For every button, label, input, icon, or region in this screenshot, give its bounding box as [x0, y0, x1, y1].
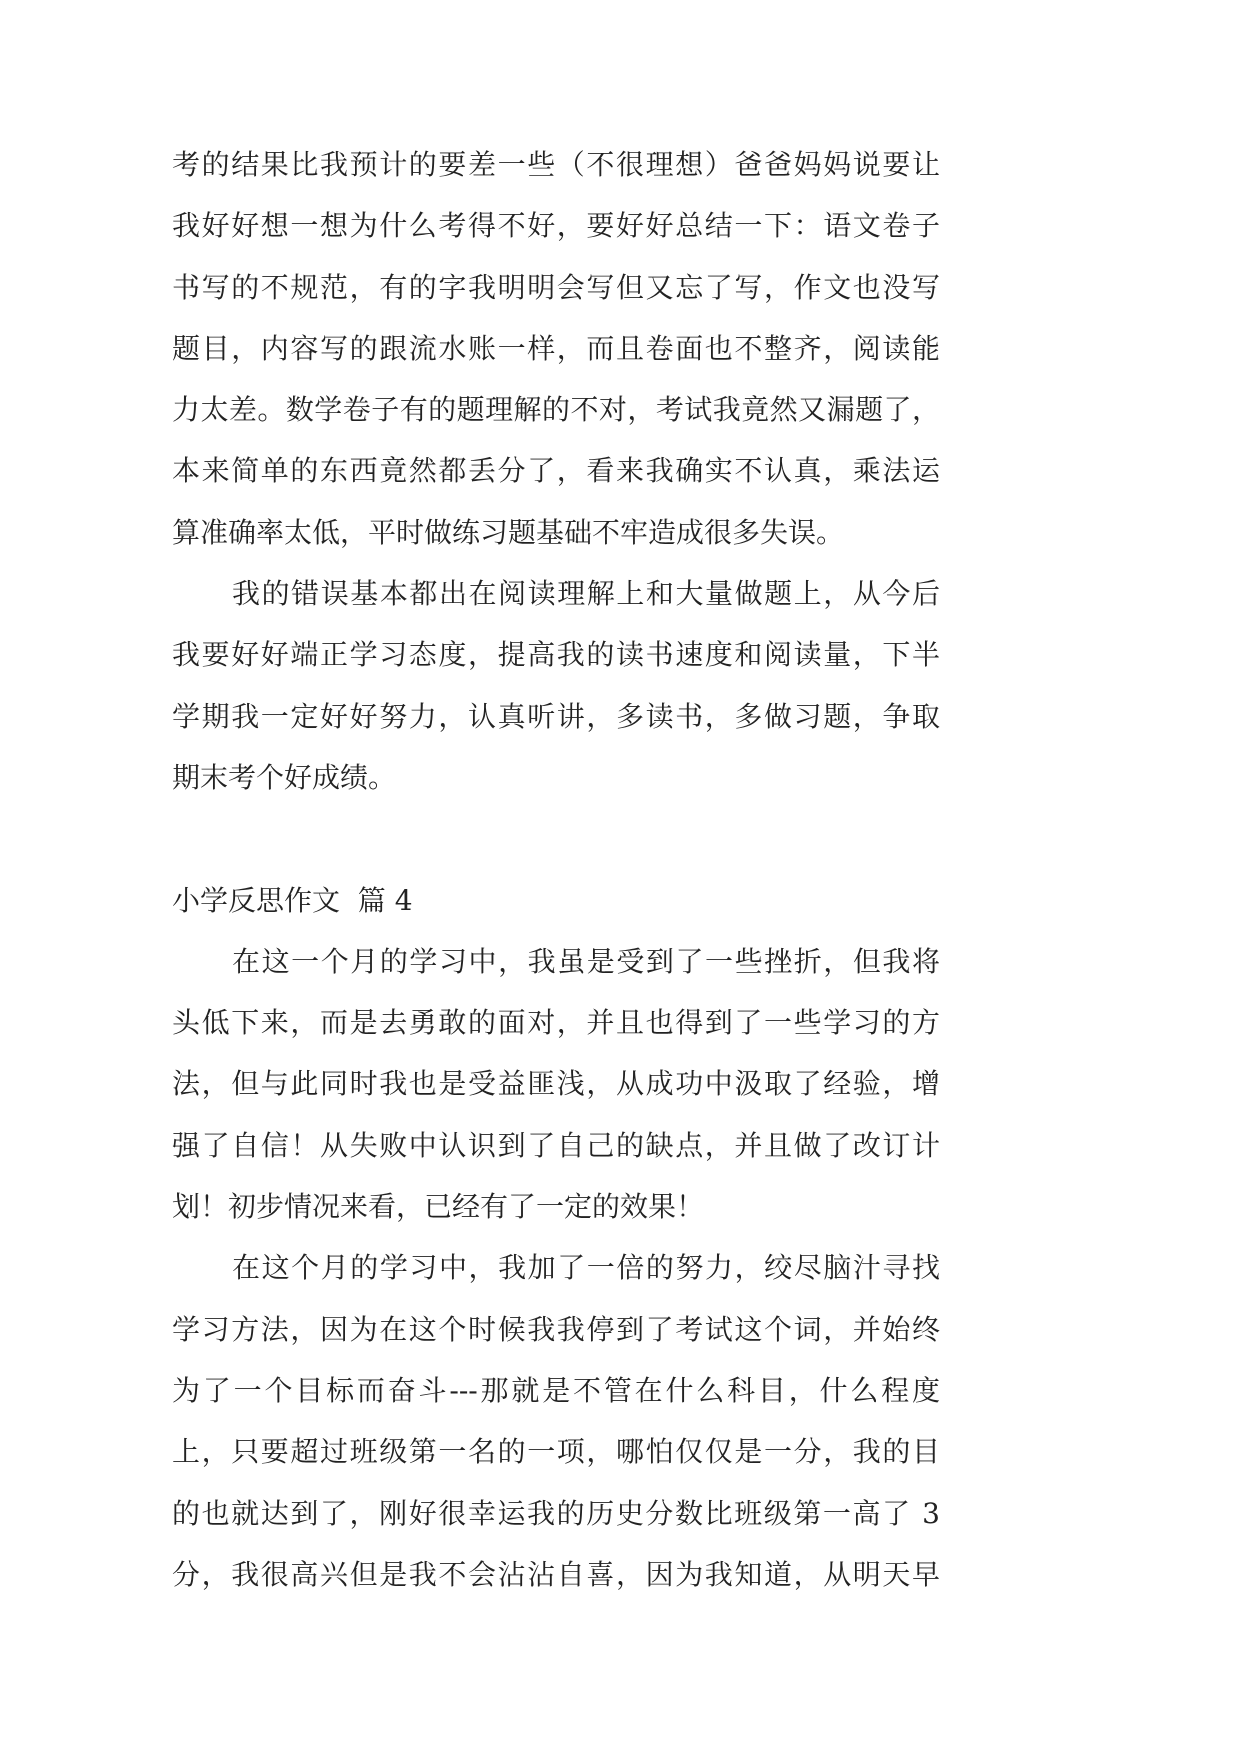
text-line: 我的错误基本都出在阅读理解上和大量做题上，从今后	[232, 577, 940, 611]
text-line: 在这个月的学习中，我加了一倍的努力，绞尽脑汁寻找	[232, 1251, 940, 1285]
text-line: 本来简单的东西竟然都丢分了，看来我确实不认真，乘法运	[172, 454, 940, 488]
text-line: 我要好好端正学习态度，提高我的读书速度和阅读量，下半	[172, 638, 940, 672]
text-line: 题目，内容写的跟流水账一样，而且卷面也不整齐，阅读能	[172, 331, 940, 365]
document-body	[172, 134, 940, 1605]
text-line: 强了自信！从失败中认识到了自己的缺点，并且做了改订计	[172, 1128, 940, 1162]
text-line: 力太差。数学卷子有的题理解的不对，考试我竟然又漏题了，	[172, 393, 940, 427]
section-heading: 小学反思作文 篇 4	[172, 883, 413, 917]
text-line: 学期我一定好好努力，认真听讲，多读书，多做习题，争取	[172, 699, 940, 733]
text-line: 为了一个目标而奋斗---那就是不管在什么科目，什么程度	[172, 1373, 940, 1407]
text-line: 学习方法，因为在这个时候我我停到了考试这个词，并始终	[172, 1312, 940, 1346]
text-line: 头低下来，而是去勇敢的面对，并且也得到了一些学习的方	[172, 1006, 940, 1040]
text-line: 考的结果比我预计的要差一些（不很理想）爸爸妈妈说要让	[172, 148, 940, 181]
text-line: 算准确率太低，平时做练习题基础不牢造成很多失误。	[172, 515, 845, 549]
text-line: 上，只要超过班级第一名的一项，哪怕仅仅是一分，我的目	[172, 1435, 940, 1469]
text-line: 我好好想一想为什么考得不好，要好好总结一下：语文卷子	[172, 209, 940, 243]
paragraph	[172, 1237, 940, 1605]
text-line: 书写的不规范，有的字我明明会写但又忘了写，作文也没写	[172, 270, 940, 304]
text-line: 分，我很高兴但是我不会沾沾自喜，因为我知道，从明天早	[172, 1557, 940, 1591]
text-line: 期末考个好成绩。	[172, 760, 397, 794]
text-line: 法，但与此同时我也是受益匪浅，从成功中汲取了经验，增	[172, 1067, 940, 1101]
paragraph	[172, 563, 940, 808]
paragraph	[172, 931, 940, 1237]
text-line: 在这一个月的学习中，我虽是受到了一些挫折，但我将	[232, 944, 940, 978]
text-line: 的也就达到了，刚好很幸运我的历史分数比班级第一高了 3	[172, 1496, 940, 1530]
text-line: 划！初步情况来看，已经有了一定的效果！	[172, 1190, 705, 1224]
paragraph	[172, 134, 940, 563]
